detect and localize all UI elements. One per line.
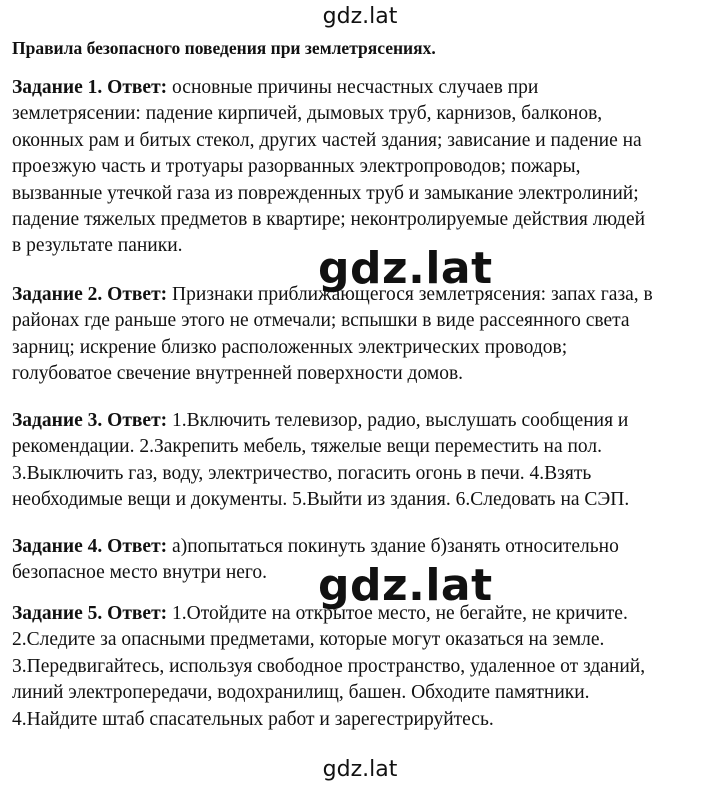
task-line: необходимые вещи и документы. 5.Выйти из здания. 6.Следовать на СЭП.: [12, 489, 630, 511]
task-line: в результате паники.: [12, 235, 183, 257]
task-line: падение тяжелых предметов в квартире; неконтролируемые действия людей: [12, 209, 646, 231]
task-line: [12, 75, 712, 101]
task-label: Задание 3. Ответ:: [12, 410, 168, 431]
watermark-top: gdz.lat: [322, 4, 398, 29]
task-line: землетрясении: падение кирпичей, дымовых труб, карнизов, балконов,: [12, 103, 603, 125]
task-line: оконных рам и битых стекол, других частей здания; зависание и падение на: [12, 129, 642, 151]
task-line: проезжую часть и тротуары разорванных электропроводов; пожары,: [12, 156, 581, 178]
task-label: Задание 4. Ответ:: [12, 536, 168, 557]
task-text: Признаки приближающегося землетрясения: запах газа, в: [167, 284, 653, 305]
task-line: 3.Передвигайтесь, используя свободное пространство, удаленное от зданий,: [12, 655, 646, 677]
task-line: рекомендации. 2.Закрепить мебель, тяжелые вещи переместить на пол.: [12, 436, 603, 458]
task-line: [12, 534, 712, 560]
task-label: Задание 2. Ответ:: [12, 284, 168, 305]
watermark-middle-2: gdz.lat: [318, 560, 493, 611]
task-line: зарниц; искрение близко расположенных электрических проводов;: [12, 336, 568, 358]
task-text: 1.Включить телевизор, радио, выслушать сообщения и: [167, 410, 629, 431]
task-2: [12, 282, 712, 388]
task-line: 2.Следите за опасными предметами, которые могут оказаться на земле.: [12, 629, 605, 651]
task-line: 4.Найдите штаб спасательных работ и зарегестрируйтесь.: [12, 708, 494, 730]
task-line: безопасное место внутри него.: [12, 562, 268, 584]
task-line: районах где раньше этого не отмечали; вспышки в виде рассеянного света: [12, 310, 630, 332]
task-line: [12, 408, 712, 434]
task-text: основные причины несчастных случаев при: [167, 77, 539, 98]
task-line: линий электропередачи, водохранилищ, башен. Обходите памятники.: [12, 682, 590, 704]
watermark-bottom: gdz.lat: [322, 757, 398, 782]
task-1: [12, 75, 712, 260]
task-text: 1.Отойдите на открытое место, не бегайте, не кричите.: [167, 603, 628, 624]
watermark-middle-1: gdz.lat: [318, 243, 493, 294]
task-3: [12, 408, 712, 514]
task-line: вызванные утечкой газа из поврежденных труб и замыкание электролиний;: [12, 182, 639, 204]
task-label: Задание 1. Ответ:: [12, 77, 168, 98]
document-title: Правила безопасного поведения при землетрясениях.: [12, 38, 436, 58]
task-line: голубоватое свечение внутренней поверхности домов.: [12, 363, 464, 385]
task-line: 3.Выключить газ, воду, электричество, погасить огонь в печи. 4.Взять: [12, 462, 592, 484]
task-5: [12, 601, 712, 733]
task-text: а)попытаться покинуть здание б)занять относительно: [167, 536, 619, 557]
task-label: Задание 5. Ответ:: [12, 603, 168, 624]
